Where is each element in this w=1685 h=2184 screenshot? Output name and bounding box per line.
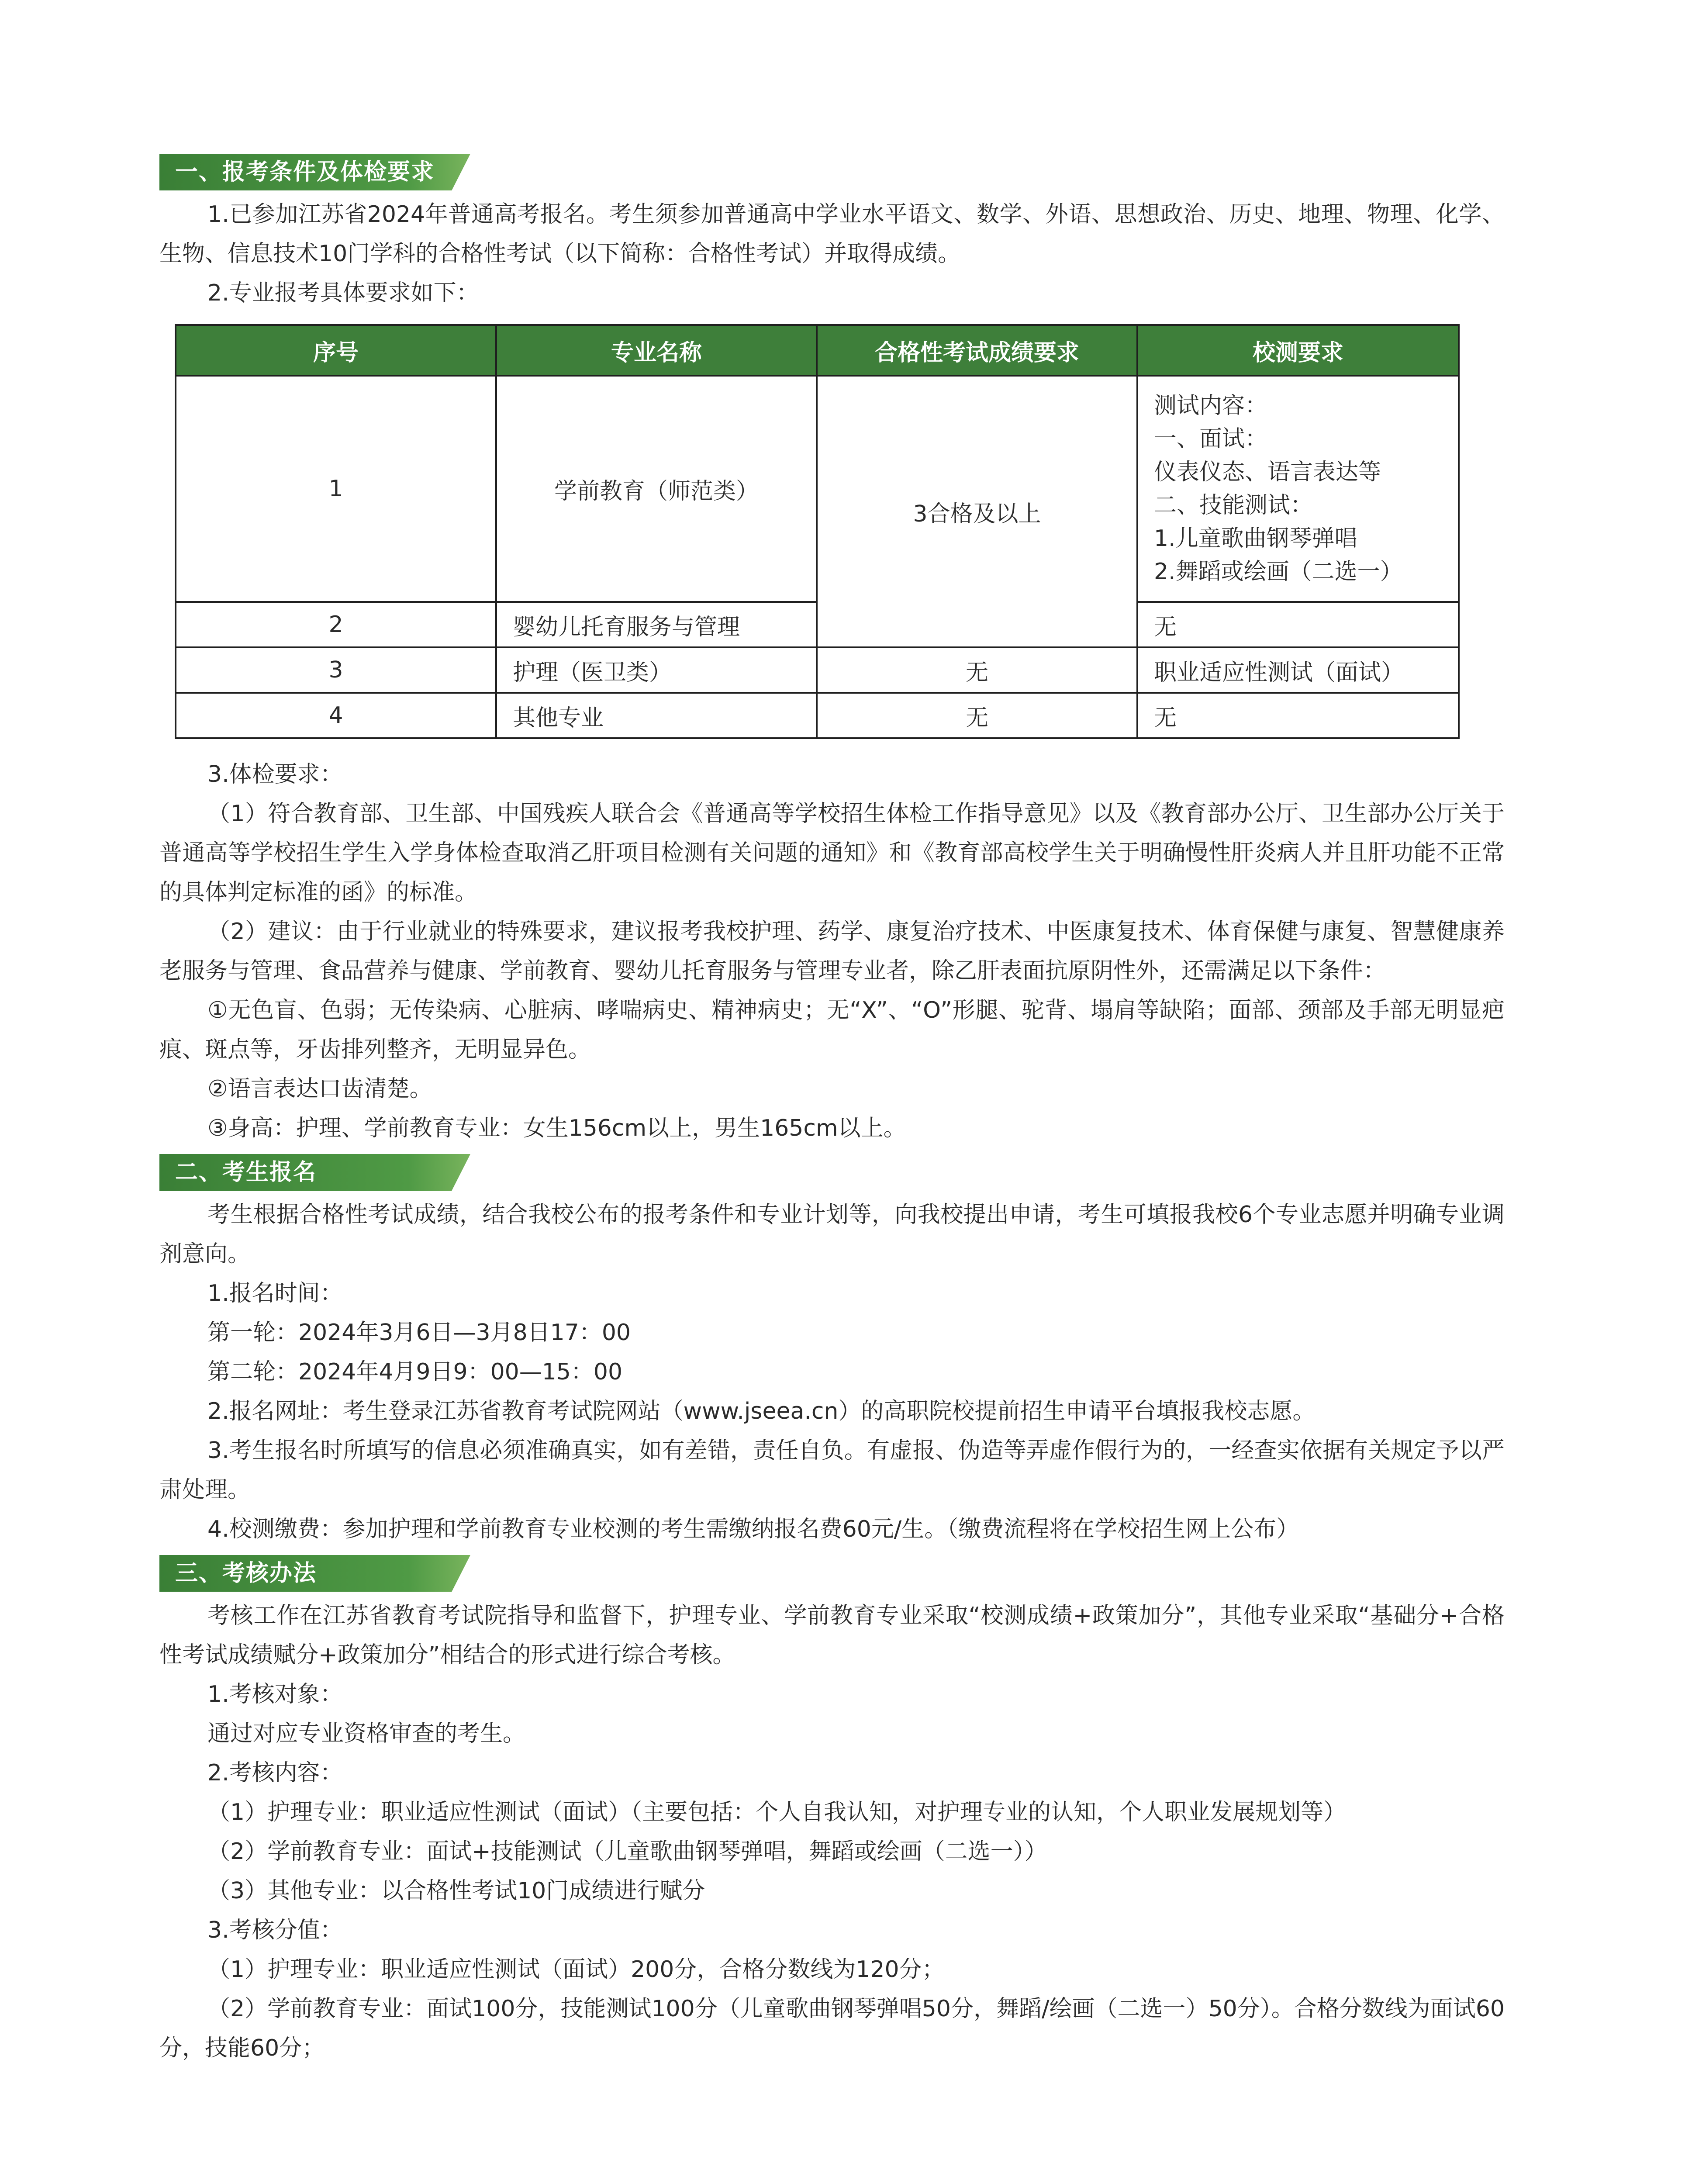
paragraph: （3）其他专业：以合格性考试10门成绩进行赋分: [207, 1878, 705, 1904]
requirements-table: [175, 324, 1460, 739]
requirement-line: 2.舞蹈或绘画（二选一）: [1154, 559, 1403, 585]
paragraph: 3.考生报名时所填写的信息必须准确真实，如有差错，责任自负。有虚报、伪造等弄虚作假行为的，一经查实依据有关规定予以严肃处理。: [159, 1438, 1505, 1503]
paragraph: 2.专业报考具体要求如下：: [207, 280, 479, 306]
table-cell: 其他专业: [496, 693, 817, 738]
table-cell: 4: [176, 693, 496, 738]
paragraph: 1.考核对象：: [207, 1681, 343, 1707]
table-cell: 护理（医卫类）: [496, 647, 817, 693]
section-header-1: [159, 154, 1505, 190]
paragraph: 第二轮：2024年4月9日9：00—15：00: [207, 1359, 623, 1385]
section-title: 二、考生报名: [175, 1159, 317, 1185]
paragraph: （1）护理专业：职业适应性测试（面试）（主要包括：个人自我认知，对护理专业的认知，个人职业发展规划等）: [207, 1799, 1347, 1825]
table-cell: 婴幼儿托育服务与管理: [496, 602, 817, 647]
table-cell: 无: [1137, 693, 1459, 738]
table-cell: 无: [817, 693, 1137, 738]
paragraph: 第一轮：2024年3月6日—3月8日17：00: [207, 1320, 631, 1346]
requirement-line: 二、技能测试：: [1154, 492, 1313, 518]
table-cell: 无: [1137, 602, 1459, 647]
section-title: 一、报考条件及体检要求: [175, 159, 435, 185]
table-cell: 3合格及以上: [817, 376, 1137, 647]
paragraph: 1.报名时间：: [207, 1280, 343, 1306]
paragraph: ②语言表达口齿清楚。: [207, 1076, 432, 1102]
paragraph: 考生根据合格性考试成绩，结合我校公布的报考条件和专业计划等，向我校提出申请，考生可填报我校6个专业志愿并明确专业调剂意向。: [159, 1202, 1505, 1267]
table-header-row: [176, 325, 1459, 376]
paragraph: 考核工作在江苏省教育考试院指导和监督下，护理专业、学前教育专业采取“校测成绩+政策加分”，其他专业采取“基础分+合格性考试成绩赋分+政策加分”相结合的形式进行综合考核。: [159, 1603, 1505, 1668]
table-header-cell: 校测要求: [1137, 325, 1459, 376]
paragraph: 2.考核内容：: [207, 1760, 343, 1786]
paragraph: 2.报名网址：考生登录江苏省教育考试院网站（www.jseea.cn）的高职院校提前招生申请平台填报我校志愿。: [207, 1398, 1316, 1424]
paragraph: （1）符合教育部、卫生部、中国残疾人联合会《普通高等学校招生体检工作指导意见》以及《教育部办公厅、卫生部办公厅关于普通高等学校招生学生入学身体检查取消乙肝项目检测有关问题的通知》和《教育部高校学生关于明确慢性肝炎病人并且肝功能不正常的具体判定标准的函》的标准。: [159, 801, 1505, 905]
requirement-line: 1.儿童歌曲钢琴弹唱: [1154, 525, 1357, 552]
table-header-cell: 专业名称: [496, 325, 817, 376]
paragraph: （2）建议：由于行业就业的特殊要求，建议报考我校护理、药学、康复治疗技术、中医康复技术、体育保健与康复、智慧健康养老服务与管理、食品营养与健康、学前教育、婴幼儿托育服务与管理专业者，除乙肝表面抗原阴性外，还需满足以下条件：: [159, 919, 1505, 984]
document-body: [159, 148, 1505, 2068]
table-cell: 职业适应性测试（面试）: [1137, 647, 1459, 693]
paragraph: 3.考核分值：: [207, 1917, 343, 1943]
paragraph: ③身高：护理、学前教育专业：女生156cm以上，男生165cm以上。: [207, 1115, 906, 1141]
table-cell: 1: [176, 376, 496, 602]
requirement-line: 一、面试：: [1154, 426, 1268, 452]
section-title: 三、考核办法: [175, 1560, 317, 1586]
table-row: [176, 647, 1459, 693]
table-header-cell: 合格性考试成绩要求: [817, 325, 1137, 376]
table-cell: 2: [176, 602, 496, 647]
requirement-line: 仪表仪态、语言表达等: [1154, 459, 1381, 485]
table-cell-requirements: [1137, 376, 1459, 602]
requirement-line: 测试内容：: [1154, 393, 1268, 419]
paragraph: （1）护理专业：职业适应性测试（面试）200分，合格分数线为120分；: [207, 1956, 945, 1983]
table-header-cell: 序号: [176, 325, 496, 376]
table-cell: 学前教育（师范类）: [496, 376, 817, 602]
paragraph: 4.校测缴费：参加护理和学前教育专业校测的考生需缴纳报名费60元/生。（缴费流程将在学校招生网上公布）: [207, 1516, 1299, 1542]
section-header-3: [159, 1555, 1505, 1592]
table-cell: 无: [817, 647, 1137, 693]
section-header-2: [159, 1154, 1505, 1191]
table-cell: 3: [176, 647, 496, 693]
paragraph: 通过对应专业资格审查的考生。: [207, 1721, 526, 1747]
table-row: [176, 693, 1459, 738]
paragraph: （2）学前教育专业：面试+技能测试（儿童歌曲钢琴弹唱，舞蹈或绘画（二选一））: [207, 1838, 1047, 1865]
paragraph: ①无色盲、色弱；无传染病、心脏病、哮喘病史、精神病史；无“X”、“O”形腿、驼背、塌肩等缺陷；面部、颈部及手部无明显疤痕、斑点等，牙齿排列整齐，无明显异色。: [159, 997, 1505, 1063]
paragraph: 1.已参加江苏省2024年普通高考报名。考生须参加普通高中学业水平语文、数学、外语、思想政治、历史、地理、物理、化学、生物、信息技术10门学科的合格性考试（以下简称：合格性考试）并取得成绩。: [159, 201, 1505, 267]
paragraph: 3.体检要求：: [207, 761, 343, 788]
table-row: [176, 376, 1459, 602]
paragraph: （2）学前教育专业：面试100分，技能测试100分（儿童歌曲钢琴弹唱50分，舞蹈/绘画（二选一）50分）。合格分数线为面试60分，技能60分；: [159, 1996, 1505, 2061]
